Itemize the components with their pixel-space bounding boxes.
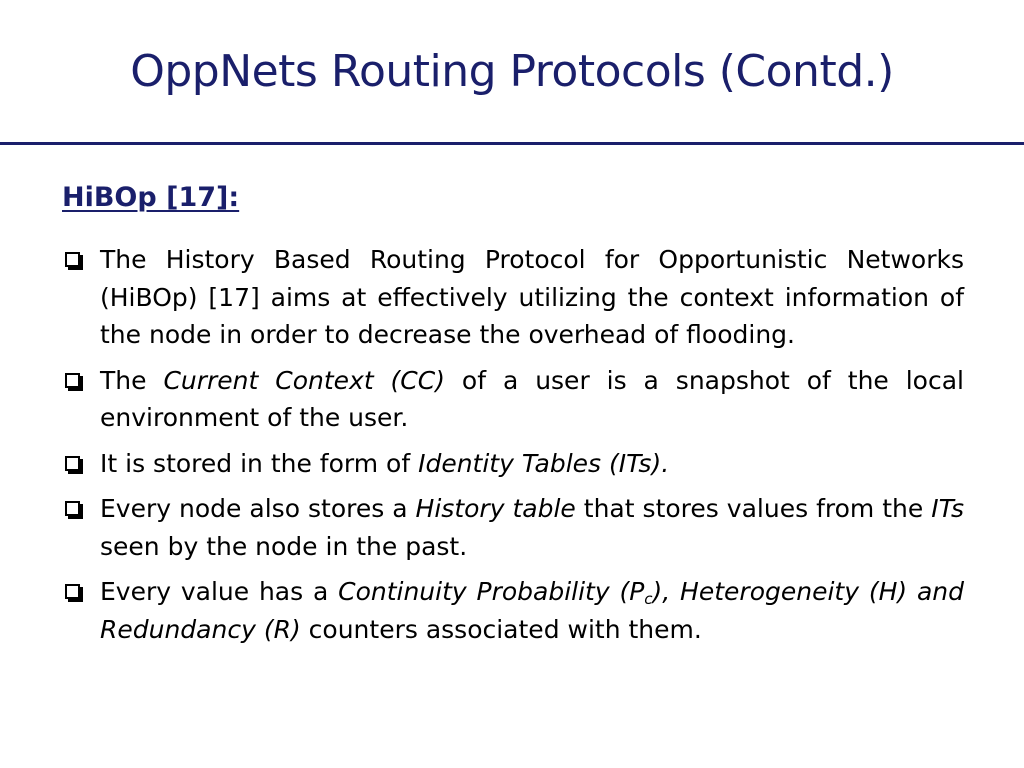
bullet-text-mid: that stores values from the	[575, 494, 932, 523]
bullet-text: The History Based Routing Protocol for Opportunistic Networks (HiBOp) [17] aims at effectively utilizing the context information of the node in order to decrease the overhead of flooding.	[100, 245, 964, 349]
bullet-text-pre: The	[100, 365, 164, 395]
checkbox-square-icon	[65, 456, 80, 471]
bullet-text-post: counters associated with them.	[300, 614, 702, 644]
bullet-text-post: of a user is a snapshot of the local environment of the user.	[100, 365, 964, 432]
bullet-term: Current Context (CC)	[163, 365, 445, 395]
checkbox-square-icon	[65, 373, 80, 388]
bullet-item-current-context	[62, 362, 964, 437]
bullet-term: Identity Tables (ITs).	[418, 448, 670, 478]
bullet-text-pre: It is stored in the form of	[100, 448, 419, 478]
title-divider	[0, 142, 1024, 145]
bullet-term: Continuity Probability (P	[338, 577, 645, 606]
section-heading: HiBOp [17]:	[62, 182, 240, 213]
bullet-item-hibop-intro	[62, 241, 964, 354]
bullet-term-its: ITs	[931, 494, 964, 523]
checkbox-square-icon	[65, 501, 80, 516]
bullet-term-counters: ), Heterogeneity (H) and Redundancy (R)	[100, 577, 964, 644]
subscript-c: c	[644, 590, 653, 608]
bullet-item-identity-tables	[62, 445, 964, 483]
bullet-text-post: seen by the node in the past.	[100, 531, 468, 561]
bullet-text-pre: Every value has a	[100, 577, 339, 606]
bullet-term: History table	[415, 494, 576, 523]
bullet-item-counters	[62, 573, 964, 648]
slide-title: OppNets Routing Protocols (Contd.)	[130, 46, 894, 97]
checkbox-square-icon	[65, 584, 80, 599]
checkbox-square-icon	[65, 252, 80, 267]
bullet-item-history-table	[62, 490, 964, 565]
bullet-list	[62, 241, 964, 656]
bullet-text-pre: Every node also stores a	[100, 494, 416, 523]
